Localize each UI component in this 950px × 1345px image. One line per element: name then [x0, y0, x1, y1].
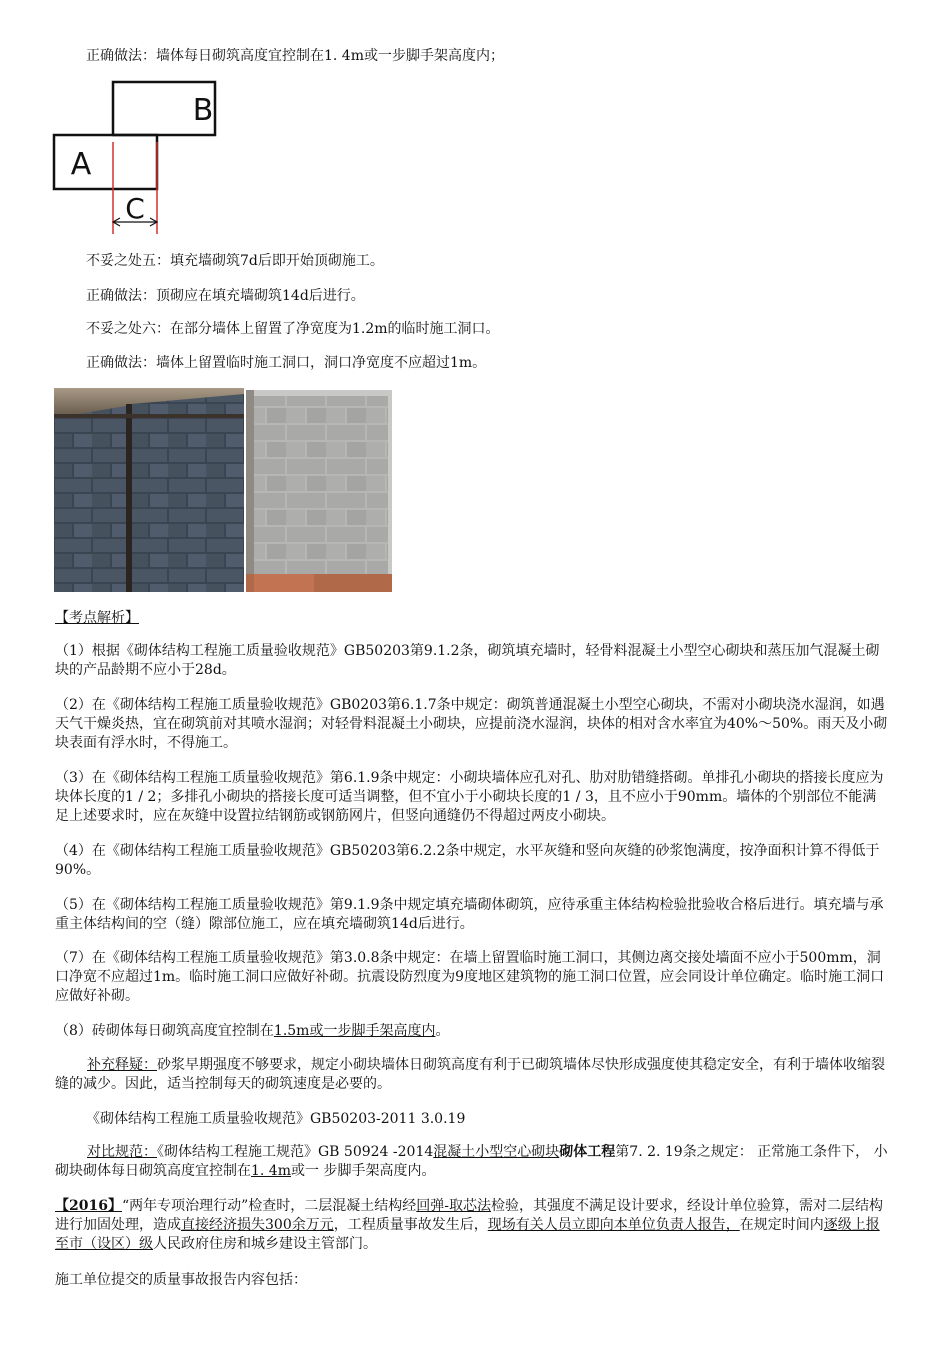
- analysis-heading: 【考点解析】: [55, 610, 139, 626]
- photo-block-wall-grey: [246, 390, 392, 592]
- staggered-joint-diagram: [40, 72, 230, 242]
- analysis-p4: （4）在《砌体结构工程施工质量验收规范》GB50203第6.2.2条中规定，水平灰缝和竖向灰缝的砂浆饱满度，按净面积计算不得低于90%。: [55, 843, 880, 878]
- analysis-p3: （3）在《砌体结构工程施工质量验收规范》第6.1.9条中规定：小砌块墙体应孔对孔、肋对肋错缝搭砌。单排孔小砌块的搭接长度应为块体长度的1 / 2；多排孔小砌块的搭接长度可适当调整，但不宜小于小砌块长度的1 / 3，且不应小于90mm。墙体的个别部位不能满足上述要求时，应在灰缝中设置拉结钢筋或钢筋网片，但竖向通缝仍不得超过两皮小砌块。: [55, 770, 884, 824]
- label-b: B: [192, 93, 214, 128]
- correct-5: 正确做法：顶砌应在填充墙砌筑14d后进行。: [86, 288, 365, 304]
- issue-6: 不妥之处六：在部分墙体上留置了净宽度为1.2m的临时施工洞口。: [86, 321, 500, 337]
- correct-method-height: 正确做法：墙体每日砌筑高度宜控制在1. 4m或一步脚手架高度内；: [86, 48, 504, 64]
- supplement-paragraph: 补充释疑：砂浆早期强度不够要求，规定小砌块墙体日砌筑高度有利于已砌筑墙体尽快形成强度使其稳定安全，有利于墙体收缩裂缝的减少。因此，适当控制每天的砌筑速度是必要的。: [55, 1057, 885, 1092]
- analysis-p1: （1）根据《砌体结构工程施工质量验收规范》GB50203第9.1.2条，砌筑填充墙时，轻骨料混凝土小型空心砌块和蒸压加气混凝土砌块的产品龄期不应小于28d。: [55, 643, 880, 678]
- analysis-p5: （5）在《砌体结构工程施工质量验收规范》第9.1.9条中规定填充墙砌体砌筑，应待承重主体结构检验批验收合格后进行。填充墙与承重主体结构间的空（缝）隙部位施工，应在填充墙砌筑14d后进行。: [55, 897, 884, 932]
- block-a: [54, 135, 157, 189]
- analysis-p7: （7）在《砌体结构工程施工质量验收规范》第3.0.8条中规定：在墙上留置临时施工洞口，其侧边离交接处墙面不应小于500mm，洞口净宽不应超过1m。临时施工洞口应做好补砌。抗震设防烈度为9度地区建筑物的施工洞口位置，应会同设计单位确定。临时施工洞口应做好补砌。: [55, 950, 885, 1004]
- analysis-p2: （2）在《砌体结构工程施工质量验收规范》GB0203第6.1.7条中规定：砌筑普通混凝土小型空心砌块，不需对小砌块浇水湿润，如遇天气干燥炎热，宜在砌筑前对其喷水湿润；对轻骨料混凝土小砌块，应提前浇水湿润，块体的相对含水率宜为40%～50%。雨天及小砌块表面有浮水时，不得施工。: [55, 697, 888, 751]
- label-a: A: [70, 147, 92, 182]
- label-c: C: [125, 192, 145, 225]
- photo-block-wall-dark: [54, 388, 244, 592]
- report-contents-line: 施工单位提交的质量事故报告内容包括：: [55, 1272, 307, 1288]
- case-2016-paragraph: 【2016】“两年专项治理行动”检查时，二层混凝土结构经回弹-取芯法检验，其强度不满足设计要求，经设计单位验算，需对二层结构进行加固处理，造成直接经济损失300余万元，工程质量事故发生后，现场有关人员立即向本单位负责人报告，在规定时间内逐级上报至市（设区）级人民政府住房和城乡建设主管部门。: [55, 1198, 884, 1252]
- issue-5: 不妥之处五：填充墙砌筑7d后即开始顶砌施工。: [86, 253, 384, 269]
- reference-line: 《砌体结构工程施工质量验收规范》GB50203-2011 3.0.19: [86, 1111, 466, 1127]
- comparison-paragraph: 对比规范：《砌体结构工程施工规范》GB 50924 -2014混凝土小型空心砌块砌体工程第7. 2. 19条之规定： 正常施工条件下， 小砌块砌体每日砌筑高度宜控制在1. 4m或一 步脚手架高度内。: [55, 1144, 888, 1179]
- analysis-p8: （8）砖砌体每日砌筑高度宜控制在1.5m或一步脚手架高度内。: [55, 1023, 450, 1039]
- supplement-label: 补充释疑：: [87, 1057, 157, 1073]
- correct-6: 正确做法：墙体上留置临时施工洞口，洞口净宽度不应超过1m。: [86, 355, 487, 371]
